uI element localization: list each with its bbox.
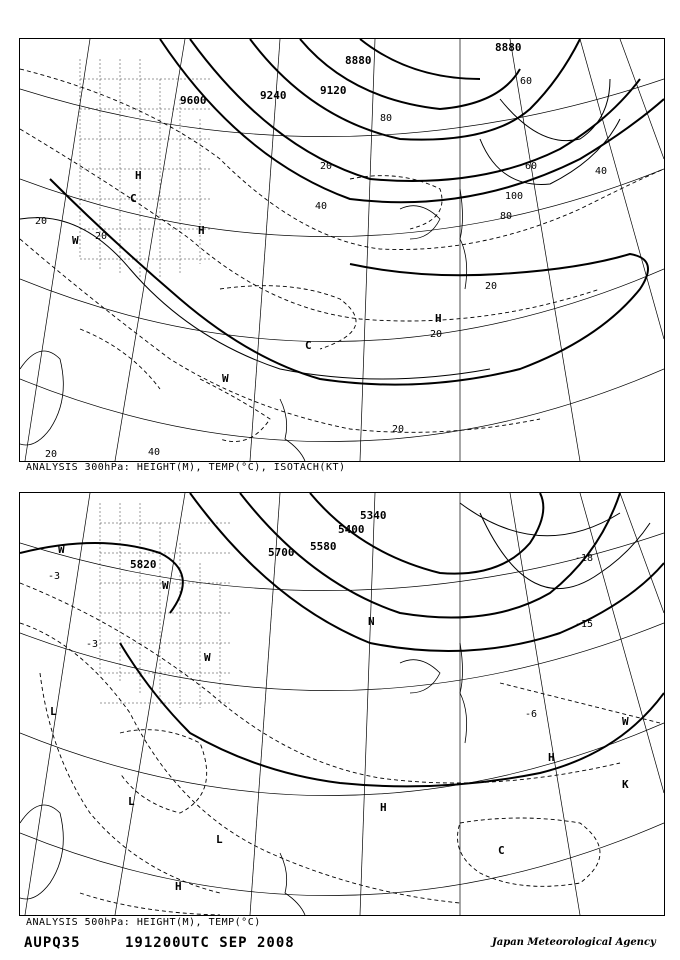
temp-label: -6 — [525, 709, 538, 720]
temp-label: -18 — [575, 553, 594, 564]
caption-500hpa: ANALYSIS 500hPa: HEIGHT(M), TEMP(°C) — [26, 917, 261, 928]
coastline — [20, 643, 467, 915]
isotach-label: 40 — [315, 201, 328, 212]
pressure-center-label: C — [498, 844, 505, 857]
height-label: 9240 — [260, 89, 287, 102]
graticule-meridians — [25, 493, 664, 915]
wind-contours — [460, 503, 650, 589]
temp-label: -3 — [48, 571, 61, 582]
graticule-parallels — [20, 79, 664, 442]
isotach-label: 20 — [430, 329, 443, 340]
height-label: 8880 — [345, 54, 372, 67]
isotach-label: 40 — [595, 166, 608, 177]
pressure-center-label: W — [204, 651, 211, 664]
height-label: 5580 — [310, 540, 337, 553]
height-label: 5400 — [338, 523, 365, 536]
height-contours — [20, 493, 664, 786]
pressure-center-label: C — [305, 339, 312, 352]
height-label: 5820 — [130, 558, 157, 571]
caption-300hpa: ANALYSIS 300hPa: HEIGHT(M), TEMP(°C), ISOTACH(KT) — [26, 462, 346, 473]
pressure-center-label: N — [368, 615, 375, 628]
isotach-label: 20 — [320, 161, 333, 172]
pressure-center-label: H — [175, 880, 182, 893]
temp-label: -3 — [86, 639, 99, 650]
height-label: 5340 — [360, 509, 387, 522]
coastline — [20, 189, 467, 461]
height-label: 5700 — [268, 546, 295, 559]
pressure-center-label: W — [72, 234, 79, 247]
isotach-label: 20 — [485, 281, 498, 292]
isotach-label: 100 — [505, 191, 524, 202]
chart-datetime: 191200UTC SEP 2008 — [125, 935, 295, 951]
pressure-center-label: K — [622, 778, 629, 791]
hatch-area — [100, 503, 230, 708]
pressure-center-label: C — [130, 192, 137, 205]
hatch-area — [80, 59, 210, 279]
pressure-center-label: L — [216, 833, 223, 846]
chart-code: AUPQ35 — [24, 935, 81, 951]
height-label: 9600 — [180, 94, 207, 107]
chart-300hpa — [19, 38, 665, 462]
pressure-center-label: W — [222, 372, 229, 385]
isotach-label: 60 — [525, 161, 538, 172]
chart-500hpa — [19, 492, 665, 916]
height-contours — [50, 39, 664, 385]
pressure-center-label: H — [380, 801, 387, 814]
pressure-center-label: L — [128, 795, 135, 808]
isotach-label: 20 — [392, 424, 405, 435]
pressure-center-label: H — [548, 751, 555, 764]
pressure-center-label: H — [198, 224, 205, 237]
map-500hpa — [20, 493, 664, 915]
isotach-label: 60 — [520, 76, 533, 87]
isotach-label: 80 — [380, 113, 393, 124]
pressure-center-label: W — [162, 579, 169, 592]
height-label: 9120 — [320, 84, 347, 97]
agency-name: Japan Meteorological Agency — [492, 937, 656, 948]
pressure-center-label: W — [58, 543, 65, 556]
isotach-label: 20 — [35, 216, 48, 227]
isotherms — [20, 583, 660, 915]
height-label: 8880 — [495, 41, 522, 54]
isotach-label: 20 — [45, 449, 58, 460]
temp-label: -15 — [575, 619, 594, 630]
isotach-label: 80 — [500, 211, 513, 222]
map-300hpa — [20, 39, 664, 461]
pressure-center-label: H — [135, 169, 142, 182]
pressure-center-label: H — [435, 312, 442, 325]
isotach-label: 40 — [148, 447, 161, 458]
pressure-center-label: W — [622, 715, 629, 728]
isotach-label: 20 — [95, 231, 108, 242]
pressure-center-label: L — [50, 705, 57, 718]
